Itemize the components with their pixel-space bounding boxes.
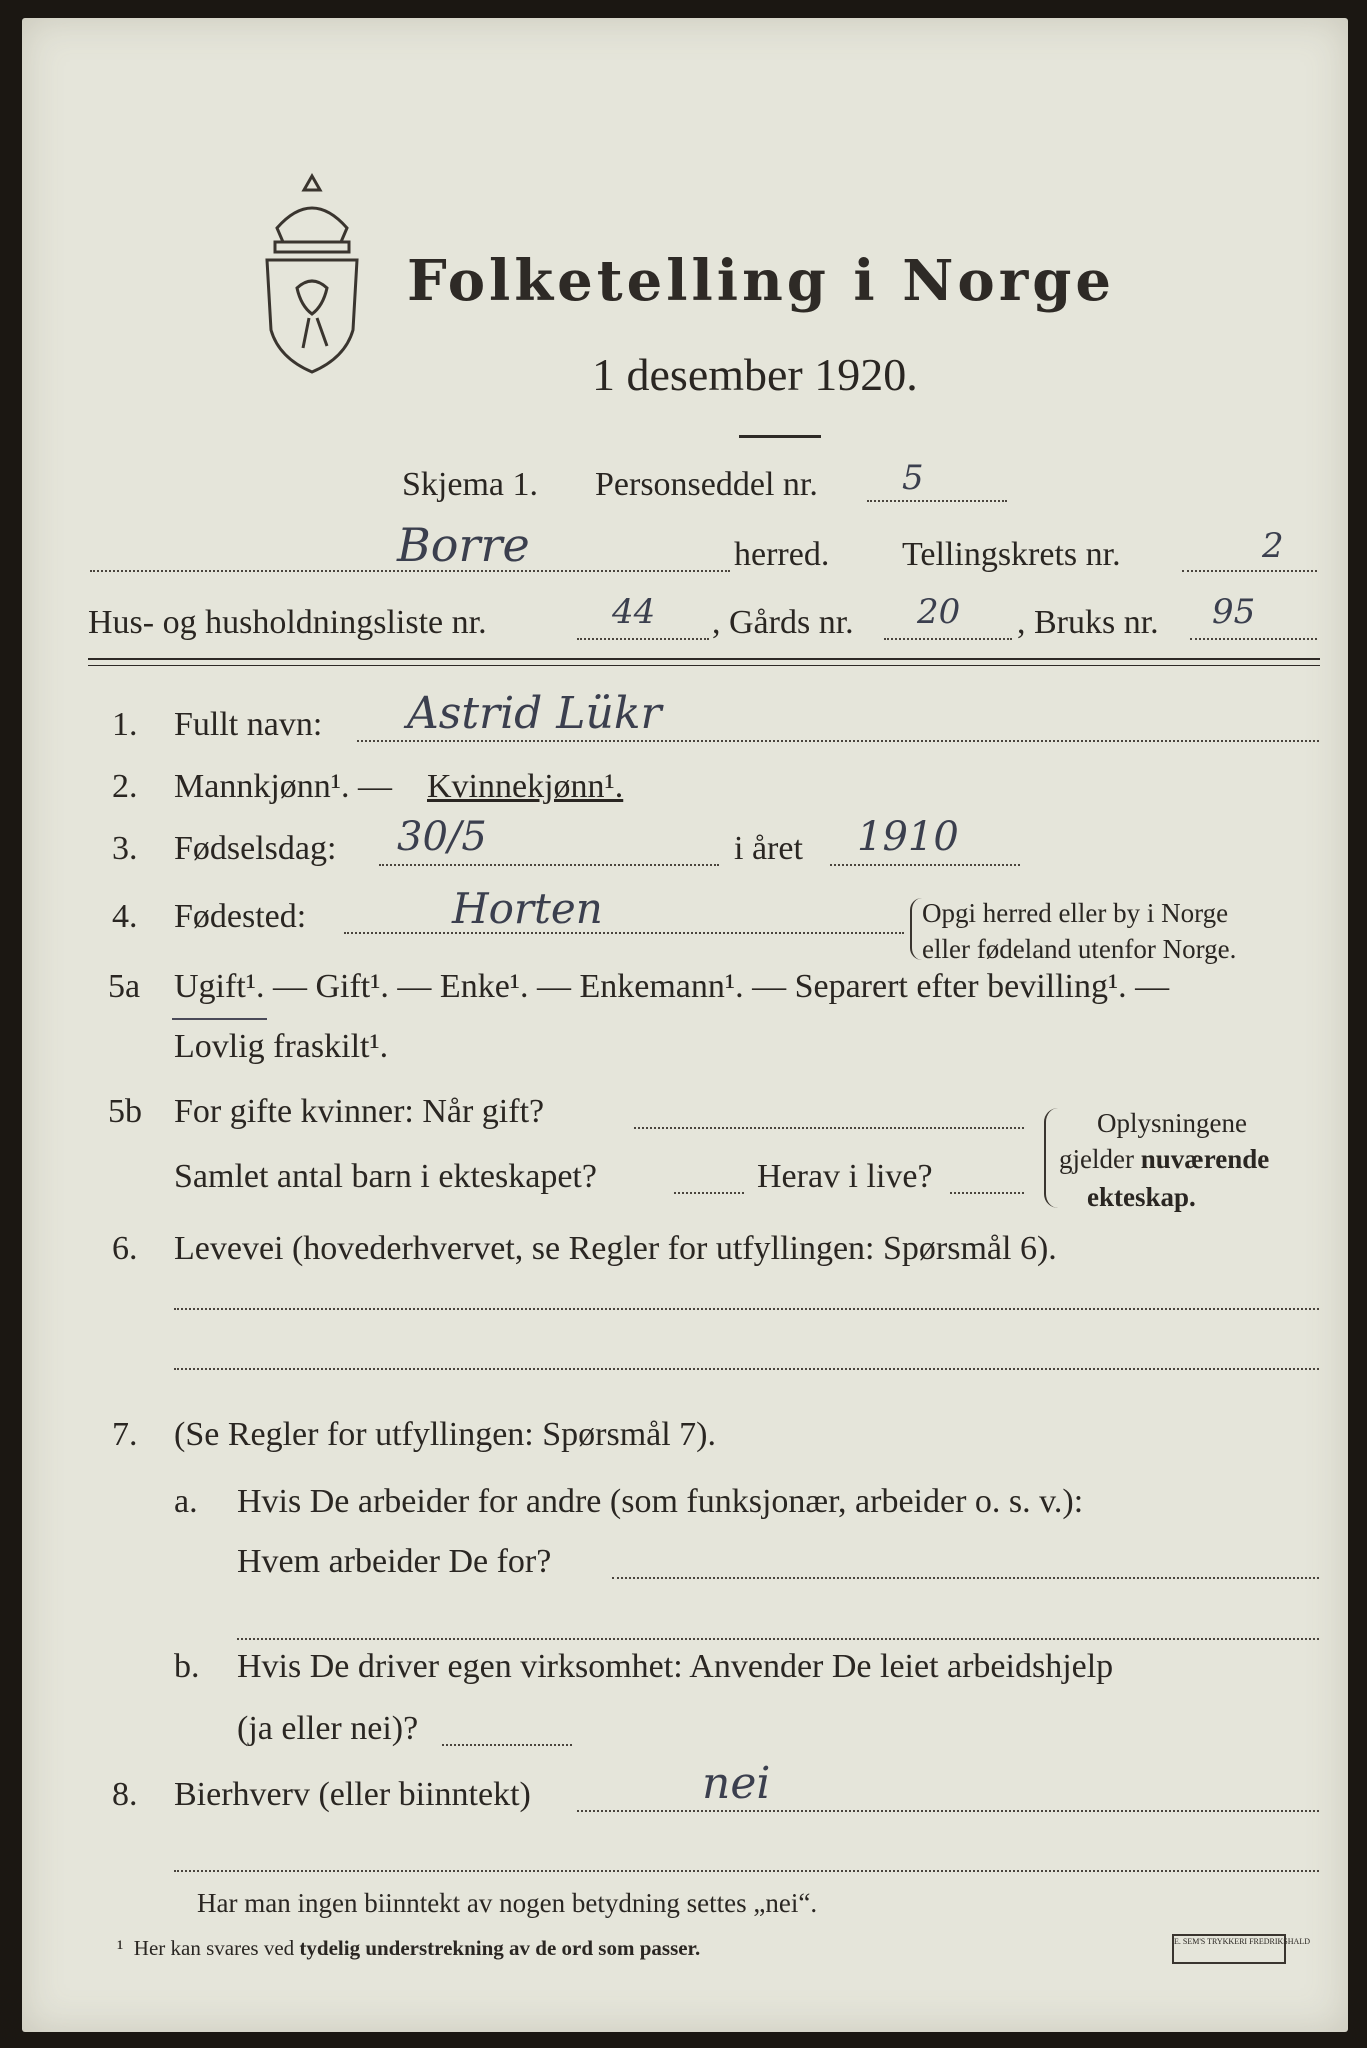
children-count-label: Samlet antal barn i ekteskapet? [174, 1158, 597, 1195]
marital-status-options[interactable]: Ugift¹. — Gift¹. — Enke¹. — Enkemann¹. — Separert efter bevilling¹. — [174, 968, 1170, 1005]
header-rule-1 [88, 658, 1320, 660]
husholdningsliste-value[interactable]: 44 [612, 592, 656, 632]
marriage-note-line1: Oplysningene [1097, 1108, 1247, 1138]
footnote-marker: ¹ [117, 1936, 124, 1960]
marital-status-divorced[interactable]: Lovlig fraskilt¹. [174, 1028, 389, 1065]
q3-number: 3. [112, 830, 138, 867]
q1-number: 1. [112, 706, 138, 743]
q7b-yes-no-label: (ja eller nei)? [237, 1710, 419, 1747]
marriage-note-line2: gjelder [1059, 1144, 1134, 1174]
gards-label: , Gårds nr. [712, 604, 854, 641]
gards-value[interactable]: 20 [917, 592, 961, 632]
hired-help-field[interactable] [442, 1744, 572, 1746]
q7-number: 7. [112, 1416, 138, 1453]
status-underline [172, 1018, 267, 1020]
employer-field[interactable] [612, 1577, 1319, 1579]
herred-value[interactable]: Borre [397, 518, 530, 572]
q5b-number: 5b [108, 1093, 142, 1130]
q7b-letter: b. [174, 1648, 200, 1685]
children-alive-label: Herav i live? [757, 1158, 933, 1195]
female-option[interactable]: Kvinnekjønn¹. [427, 768, 624, 805]
married-when-label: For gifte kvinner: Når gift? [174, 1093, 545, 1130]
bruks-value[interactable]: 95 [1212, 592, 1256, 632]
birth-year-label: i året [734, 830, 803, 867]
income-note: Har man ingen biinntekt av nogen betydning settes „nei“. [197, 1888, 818, 1918]
side-income-line-2[interactable] [174, 1870, 1319, 1872]
form-date: 1 desember 1920. [592, 349, 918, 400]
q7a-employer-label: Hvem arbeider De for? [237, 1543, 552, 1580]
birthplace-value[interactable]: Horten [452, 884, 603, 933]
occupation-line-1[interactable] [174, 1308, 1319, 1310]
occupation-label: Levevei (hovederhvervet, se Regler for utfyllingen: Spørsmål 6). [174, 1230, 1057, 1267]
birth-year-value[interactable]: 1910 [857, 814, 959, 860]
q7a-letter: a. [174, 1483, 198, 1520]
q7a-question: Hvis De arbeider for andre (som funksjonær, arbeider o. s. v.): [237, 1483, 1084, 1520]
marriage-note-emphasis: nuværende [1140, 1144, 1270, 1174]
male-option[interactable]: Mannkjønn¹. — [174, 768, 392, 805]
form-title: Folketelling i Norge [407, 248, 1116, 314]
q8-number: 8. [112, 1776, 138, 1813]
q5a-number: 5a [108, 968, 141, 1005]
side-income-label: Bierhverv (eller biinntekt) [174, 1776, 531, 1813]
birthdate-value[interactable]: 30/5 [397, 814, 487, 860]
birthplace-label: Fødested: [174, 898, 307, 935]
footnote-emphasis: tydelig understrekning av de ord som passer. [299, 1936, 701, 1960]
q7b-question: Hvis De driver egen virksomhet: Anvender De leiet arbeidshjelp [237, 1648, 1114, 1685]
side-income-value[interactable]: nei [702, 1758, 771, 1809]
marriage-note-line3: ekteskap. [1087, 1182, 1196, 1212]
personseddel-value[interactable]: 5 [902, 458, 924, 498]
herred-label: herred. [734, 536, 830, 573]
tellingskrets-label: Tellingskrets nr. [902, 536, 1121, 573]
census-form-page [22, 18, 1348, 2032]
norwegian-coat-of-arms-icon [237, 168, 387, 378]
bruks-label: , Bruks nr. [1017, 604, 1159, 641]
schema-label: Skjema 1. [402, 466, 538, 503]
employer-field-2[interactable] [237, 1638, 1319, 1640]
header-rule-2 [88, 665, 1320, 666]
birthdate-label: Fødselsdag: [174, 830, 337, 867]
full-name-label: Fullt navn: [174, 706, 323, 743]
full-name-value[interactable]: Astrid Lükr [407, 688, 662, 739]
q4-number: 4. [112, 898, 138, 935]
q6-number: 6. [112, 1230, 138, 1267]
q7-label: (Se Regler for utfyllingen: Spørsmål 7). [174, 1416, 717, 1453]
printer-stamp: E. SEM'S TRYKKERI FREDRIKSHALD [1172, 1934, 1286, 1964]
footnote-text: Her kan svares ved [133, 1936, 295, 1960]
tellingskrets-value[interactable]: 2 [1262, 526, 1284, 566]
birthplace-note-line1: Opgi herred eller by i Norge [922, 898, 1229, 928]
personseddel-label: Personseddel nr. [595, 466, 818, 503]
occupation-line-2[interactable] [174, 1368, 1319, 1370]
husholdningsliste-label: Hus- og husholdningsliste nr. [88, 604, 487, 641]
q2-number: 2. [112, 768, 138, 805]
birthplace-note-line2: eller fødeland utenfor Norge. [922, 934, 1237, 964]
title-divider [739, 435, 821, 438]
